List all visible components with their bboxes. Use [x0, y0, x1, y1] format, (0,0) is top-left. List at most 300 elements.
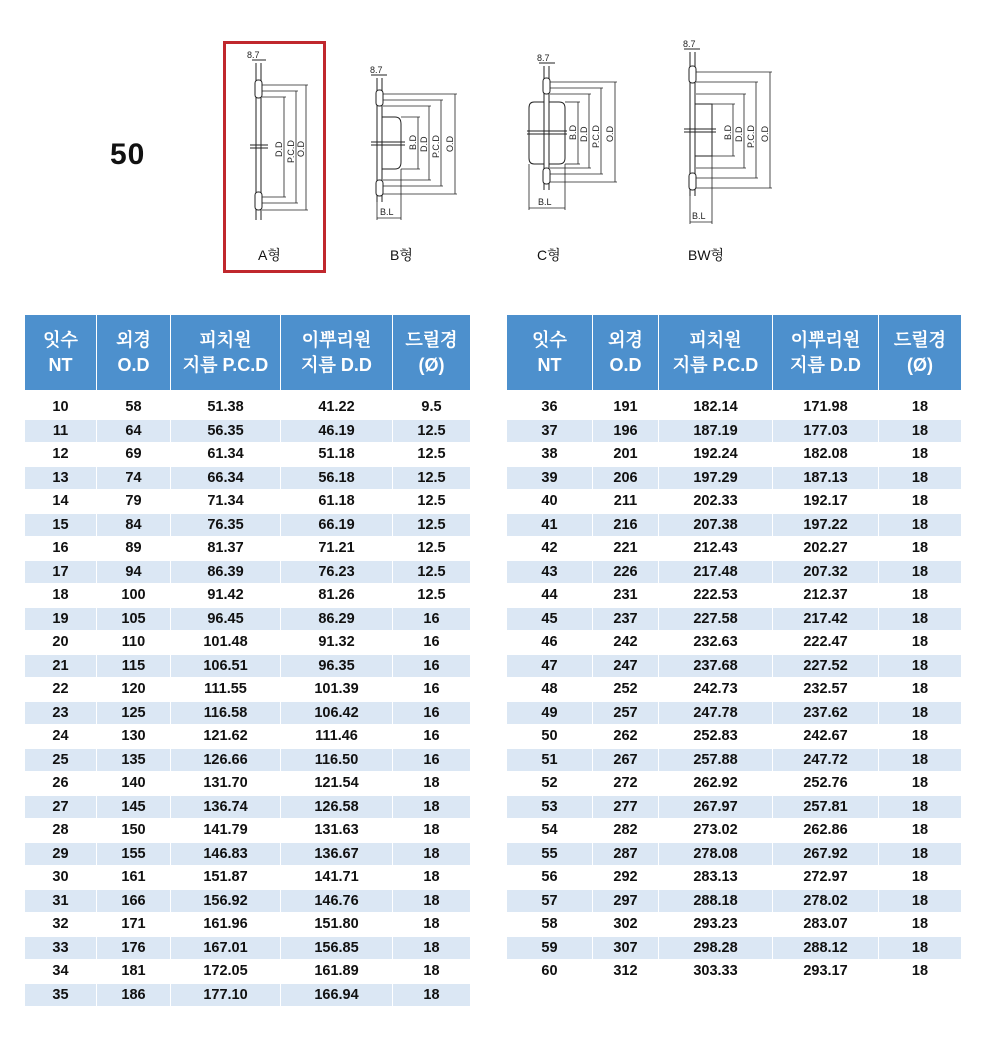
- type-bw-drawing: [680, 36, 785, 231]
- cell-nt: 25: [25, 748, 97, 772]
- cell-nt: 59: [507, 936, 593, 960]
- cell-nt: 56: [507, 866, 593, 890]
- table-row: [507, 419, 962, 443]
- type-c-dd-label: D.D: [579, 126, 589, 142]
- cell-od: 287: [593, 842, 659, 866]
- cell-nt: 14: [25, 490, 97, 514]
- cell-drill: 12.5: [393, 584, 471, 608]
- table-row: [25, 819, 471, 843]
- table-row: [25, 678, 471, 702]
- cell-dd: 86.29: [281, 607, 393, 631]
- cell-pcd: 202.33: [659, 490, 773, 514]
- table-row: [25, 842, 471, 866]
- type-b-dd-label: D.D: [419, 136, 429, 152]
- cell-nt: 22: [25, 678, 97, 702]
- cell-nt: 28: [25, 819, 97, 843]
- table-row: [25, 443, 471, 467]
- table-row: [507, 560, 962, 584]
- cell-nt: 34: [25, 960, 97, 984]
- cell-od: 181: [97, 960, 171, 984]
- cell-od: 100: [97, 584, 171, 608]
- header-drill: 드릴경 (Ø): [393, 315, 471, 391]
- cell-od: 307: [593, 936, 659, 960]
- cell-nt: 17: [25, 560, 97, 584]
- cell-nt: 57: [507, 889, 593, 913]
- cell-od: 201: [593, 443, 659, 467]
- cell-nt: 48: [507, 678, 593, 702]
- cell-od: 105: [97, 607, 171, 631]
- cell-nt: 27: [25, 795, 97, 819]
- type-bw-bd-label: B.D: [723, 124, 733, 140]
- cell-nt: 58: [507, 913, 593, 937]
- cell-nt: 31: [25, 889, 97, 913]
- cell-nt: 52: [507, 772, 593, 796]
- cell-dd: 146.76: [281, 889, 393, 913]
- sprocket-type-diagrams: [0, 0, 998, 300]
- cell-drill: 16: [393, 654, 471, 678]
- cell-pcd: 131.70: [171, 772, 281, 796]
- type-b-diagram: [365, 62, 470, 272]
- cell-nt: 32: [25, 913, 97, 937]
- cell-od: 282: [593, 819, 659, 843]
- cell-od: 110: [97, 631, 171, 655]
- header-dd: 이뿌리원 지름 D.D: [773, 315, 879, 391]
- cell-dd: 131.63: [281, 819, 393, 843]
- table-row: [25, 889, 471, 913]
- table-row: [25, 866, 471, 890]
- cell-dd: 151.80: [281, 913, 393, 937]
- cell-od: 302: [593, 913, 659, 937]
- table-row: [507, 842, 962, 866]
- cell-od: 145: [97, 795, 171, 819]
- cell-pcd: 111.55: [171, 678, 281, 702]
- table-row: [25, 513, 471, 537]
- cell-dd: 237.62: [773, 701, 879, 725]
- cell-od: 171: [97, 913, 171, 937]
- cell-dd: 156.85: [281, 936, 393, 960]
- table-row: [507, 584, 962, 608]
- cell-dd: 96.35: [281, 654, 393, 678]
- cell-od: 115: [97, 654, 171, 678]
- cell-dd: 227.52: [773, 654, 879, 678]
- type-bw-pcd-label: P.C.D: [746, 125, 756, 148]
- table-row: [507, 678, 962, 702]
- cell-drill: 18: [879, 537, 962, 561]
- cell-dd: 293.17: [773, 960, 879, 984]
- cell-od: 206: [593, 466, 659, 490]
- type-b-bd-label: B.D: [408, 134, 418, 150]
- table-row: [507, 748, 962, 772]
- cell-od: 211: [593, 490, 659, 514]
- cell-od: 242: [593, 631, 659, 655]
- table-row: [25, 631, 471, 655]
- cell-nt: 45: [507, 607, 593, 631]
- type-c-bl-label: B.L: [538, 197, 552, 207]
- cell-nt: 47: [507, 654, 593, 678]
- table-row: [507, 772, 962, 796]
- cell-drill: 12.5: [393, 560, 471, 584]
- cell-nt: 18: [25, 584, 97, 608]
- cell-drill: 18: [879, 772, 962, 796]
- header-pcd: 피치원 지름 P.C.D: [659, 315, 773, 391]
- cell-nt: 11: [25, 419, 97, 443]
- cell-pcd: 116.58: [171, 701, 281, 725]
- table-row: [25, 983, 471, 1007]
- table-row: [507, 889, 962, 913]
- cell-od: 257: [593, 701, 659, 725]
- table-row: [507, 819, 962, 843]
- cell-dd: 272.97: [773, 866, 879, 890]
- cell-drill: 18: [393, 889, 471, 913]
- header-nt: 잇수 NT: [507, 315, 593, 391]
- table-row: [25, 607, 471, 631]
- cell-nt: 54: [507, 819, 593, 843]
- cell-dd: 101.39: [281, 678, 393, 702]
- cell-pcd: 197.29: [659, 466, 773, 490]
- cell-od: 94: [97, 560, 171, 584]
- cell-drill: 18: [879, 701, 962, 725]
- cell-pcd: 66.34: [171, 466, 281, 490]
- cell-dd: 166.94: [281, 983, 393, 1007]
- header-dd: 이뿌리원 지름 D.D: [281, 315, 393, 391]
- cell-pcd: 76.35: [171, 513, 281, 537]
- cell-drill: 12.5: [393, 466, 471, 490]
- cell-pcd: 126.66: [171, 748, 281, 772]
- cell-pcd: 262.92: [659, 772, 773, 796]
- cell-nt: 10: [25, 396, 97, 420]
- cell-drill: 18: [879, 396, 962, 420]
- cell-pcd: 156.92: [171, 889, 281, 913]
- cell-drill: 18: [879, 466, 962, 490]
- cell-drill: 18: [393, 983, 471, 1007]
- table-row: [507, 701, 962, 725]
- cell-nt: 38: [507, 443, 593, 467]
- type-a-caption: A형: [258, 247, 281, 263]
- cell-od: 84: [97, 513, 171, 537]
- cell-pcd: 252.83: [659, 725, 773, 749]
- cell-pcd: 267.97: [659, 795, 773, 819]
- cell-dd: 126.58: [281, 795, 393, 819]
- cell-nt: 29: [25, 842, 97, 866]
- cell-dd: 202.27: [773, 537, 879, 561]
- spec-table-left: [24, 314, 471, 1007]
- cell-nt: 19: [25, 607, 97, 631]
- cell-nt: 30: [25, 866, 97, 890]
- cell-dd: 207.32: [773, 560, 879, 584]
- cell-nt: 33: [25, 936, 97, 960]
- cell-od: 221: [593, 537, 659, 561]
- type-c-top-dim: 8.7: [537, 53, 550, 63]
- cell-pcd: 242.73: [659, 678, 773, 702]
- type-b-caption: B형: [390, 247, 413, 263]
- cell-dd: 283.07: [773, 913, 879, 937]
- cell-drill: 18: [393, 913, 471, 937]
- cell-nt: 15: [25, 513, 97, 537]
- cell-drill: 18: [879, 607, 962, 631]
- cell-od: 292: [593, 866, 659, 890]
- cell-pcd: 212.43: [659, 537, 773, 561]
- type-bw-bl-label: B.L: [692, 211, 706, 221]
- table-row: [507, 936, 962, 960]
- cell-drill: 18: [879, 654, 962, 678]
- cell-nt: 51: [507, 748, 593, 772]
- type-c-pcd-label: P.C.D: [591, 125, 601, 148]
- cell-dd: 242.67: [773, 725, 879, 749]
- type-b-drawing: [365, 62, 470, 227]
- cell-pcd: 141.79: [171, 819, 281, 843]
- cell-dd: 161.89: [281, 960, 393, 984]
- table-row: [507, 466, 962, 490]
- header-od: 외경 O.D: [593, 315, 659, 391]
- cell-dd: 257.81: [773, 795, 879, 819]
- cell-drill: 12.5: [393, 443, 471, 467]
- cell-od: 150: [97, 819, 171, 843]
- cell-od: 64: [97, 419, 171, 443]
- cell-drill: 18: [879, 866, 962, 890]
- cell-od: 277: [593, 795, 659, 819]
- table-row: [507, 537, 962, 561]
- cell-nt: 36: [507, 396, 593, 420]
- cell-pcd: 167.01: [171, 936, 281, 960]
- type-a-dd-label: D.D: [274, 141, 284, 157]
- table-row: [25, 772, 471, 796]
- cell-pcd: 293.23: [659, 913, 773, 937]
- cell-od: 272: [593, 772, 659, 796]
- cell-pcd: 217.48: [659, 560, 773, 584]
- cell-pcd: 151.87: [171, 866, 281, 890]
- cell-od: 247: [593, 654, 659, 678]
- cell-nt: 46: [507, 631, 593, 655]
- cell-nt: 49: [507, 701, 593, 725]
- cell-pcd: 227.58: [659, 607, 773, 631]
- cell-drill: 18: [879, 913, 962, 937]
- cell-drill: 18: [879, 960, 962, 984]
- cell-drill: 12.5: [393, 513, 471, 537]
- cell-od: 231: [593, 584, 659, 608]
- table-row: [25, 654, 471, 678]
- table-row: [507, 725, 962, 749]
- cell-dd: 46.19: [281, 419, 393, 443]
- cell-drill: 12.5: [393, 490, 471, 514]
- cell-dd: 116.50: [281, 748, 393, 772]
- cell-od: 120: [97, 678, 171, 702]
- cell-pcd: 298.28: [659, 936, 773, 960]
- cell-nt: 43: [507, 560, 593, 584]
- header-od: 외경 O.D: [97, 315, 171, 391]
- cell-pcd: 106.51: [171, 654, 281, 678]
- cell-drill: 18: [879, 795, 962, 819]
- cell-drill: 18: [393, 772, 471, 796]
- cell-drill: 18: [393, 819, 471, 843]
- type-c-diagram: [525, 50, 630, 272]
- cell-pcd: 101.48: [171, 631, 281, 655]
- header-pcd: 피치원 지름 P.C.D: [171, 315, 281, 391]
- cell-pcd: 51.38: [171, 396, 281, 420]
- cell-pcd: 146.83: [171, 842, 281, 866]
- table-row: [507, 396, 962, 420]
- cell-nt: 39: [507, 466, 593, 490]
- cell-drill: 18: [879, 936, 962, 960]
- cell-dd: 121.54: [281, 772, 393, 796]
- spec-table-right: [506, 314, 962, 984]
- cell-nt: 23: [25, 701, 97, 725]
- cell-drill: 12.5: [393, 537, 471, 561]
- cell-od: 216: [593, 513, 659, 537]
- table-row: [25, 913, 471, 937]
- cell-nt: 50: [507, 725, 593, 749]
- cell-pcd: 86.39: [171, 560, 281, 584]
- cell-pcd: 278.08: [659, 842, 773, 866]
- cell-drill: 16: [393, 748, 471, 772]
- cell-dd: 262.86: [773, 819, 879, 843]
- cell-pcd: 56.35: [171, 419, 281, 443]
- cell-drill: 18: [393, 936, 471, 960]
- table-row: [507, 913, 962, 937]
- cell-drill: 18: [393, 866, 471, 890]
- cell-pcd: 192.24: [659, 443, 773, 467]
- cell-od: 196: [593, 419, 659, 443]
- cell-nt: 40: [507, 490, 593, 514]
- table-row: [25, 396, 471, 420]
- cell-drill: 18: [879, 842, 962, 866]
- type-b-od-label: O.D: [445, 135, 455, 152]
- cell-drill: 18: [879, 443, 962, 467]
- cell-pcd: 222.53: [659, 584, 773, 608]
- cell-dd: 217.42: [773, 607, 879, 631]
- cell-drill: 16: [393, 725, 471, 749]
- cell-dd: 66.19: [281, 513, 393, 537]
- table-row: [25, 795, 471, 819]
- cell-od: 135: [97, 748, 171, 772]
- cell-od: 161: [97, 866, 171, 890]
- type-b-pcd-label: P.C.D: [431, 135, 441, 158]
- cell-dd: 141.71: [281, 866, 393, 890]
- cell-pcd: 71.34: [171, 490, 281, 514]
- cell-nt: 24: [25, 725, 97, 749]
- cell-nt: 16: [25, 537, 97, 561]
- cell-dd: 51.18: [281, 443, 393, 467]
- cell-pcd: 91.42: [171, 584, 281, 608]
- type-bw-od-label: O.D: [760, 125, 770, 142]
- cell-od: 262: [593, 725, 659, 749]
- table-header-row: [25, 315, 471, 391]
- cell-pcd: 187.19: [659, 419, 773, 443]
- type-bw-dd-label: D.D: [734, 126, 744, 142]
- header-drill: 드릴경 (Ø): [879, 315, 962, 391]
- cell-dd: 197.22: [773, 513, 879, 537]
- cell-dd: 232.57: [773, 678, 879, 702]
- cell-pcd: 232.63: [659, 631, 773, 655]
- table-row: [25, 419, 471, 443]
- cell-od: 58: [97, 396, 171, 420]
- cell-drill: 18: [879, 678, 962, 702]
- table-row: [25, 725, 471, 749]
- type-a-top-dim: 8.7: [247, 50, 260, 60]
- cell-dd: 187.13: [773, 466, 879, 490]
- cell-drill: 16: [393, 701, 471, 725]
- cell-nt: 26: [25, 772, 97, 796]
- cell-od: 297: [593, 889, 659, 913]
- table-row: [25, 701, 471, 725]
- cell-drill: 18: [879, 490, 962, 514]
- cell-nt: 42: [507, 537, 593, 561]
- type-b-bl-label: B.L: [380, 207, 394, 217]
- type-bw-diagram: [680, 36, 785, 272]
- cell-dd: 91.32: [281, 631, 393, 655]
- cell-drill: 16: [393, 607, 471, 631]
- cell-od: 166: [97, 889, 171, 913]
- cell-nt: 12: [25, 443, 97, 467]
- table-row: [25, 537, 471, 561]
- cell-dd: 267.92: [773, 842, 879, 866]
- cell-od: 89: [97, 537, 171, 561]
- cell-dd: 222.47: [773, 631, 879, 655]
- table-row: [507, 795, 962, 819]
- cell-dd: 61.18: [281, 490, 393, 514]
- cell-od: 140: [97, 772, 171, 796]
- type-bw-caption: BW형: [688, 247, 725, 263]
- cell-dd: 56.18: [281, 466, 393, 490]
- cell-dd: 252.76: [773, 772, 879, 796]
- cell-pcd: 61.34: [171, 443, 281, 467]
- cell-pcd: 303.33: [659, 960, 773, 984]
- cell-drill: 18: [879, 584, 962, 608]
- type-c-bd-label: B.D: [568, 124, 578, 140]
- table-row: [25, 936, 471, 960]
- cell-nt: 44: [507, 584, 593, 608]
- cell-drill: 18: [393, 842, 471, 866]
- cell-od: 130: [97, 725, 171, 749]
- cell-drill: 16: [393, 678, 471, 702]
- cell-pcd: 273.02: [659, 819, 773, 843]
- cell-dd: 288.12: [773, 936, 879, 960]
- cell-drill: 18: [393, 960, 471, 984]
- cell-drill: 18: [879, 889, 962, 913]
- cell-dd: 171.98: [773, 396, 879, 420]
- cell-od: 125: [97, 701, 171, 725]
- cell-od: 237: [593, 607, 659, 631]
- table-header-row: [507, 315, 962, 391]
- type-b-top-dim: 8.7: [370, 65, 383, 75]
- cell-od: 252: [593, 678, 659, 702]
- table-row: [25, 560, 471, 584]
- cell-pcd: 288.18: [659, 889, 773, 913]
- cell-dd: 177.03: [773, 419, 879, 443]
- cell-od: 74: [97, 466, 171, 490]
- cell-nt: 13: [25, 466, 97, 490]
- cell-pcd: 247.78: [659, 701, 773, 725]
- cell-pcd: 96.45: [171, 607, 281, 631]
- cell-pcd: 121.62: [171, 725, 281, 749]
- cell-pcd: 172.05: [171, 960, 281, 984]
- cell-dd: 136.67: [281, 842, 393, 866]
- cell-pcd: 136.74: [171, 795, 281, 819]
- cell-pcd: 81.37: [171, 537, 281, 561]
- cell-drill: 12.5: [393, 419, 471, 443]
- cell-dd: 106.42: [281, 701, 393, 725]
- cell-od: 191: [593, 396, 659, 420]
- cell-pcd: 182.14: [659, 396, 773, 420]
- cell-drill: 18: [879, 419, 962, 443]
- cell-pcd: 237.68: [659, 654, 773, 678]
- type-a-od-label: O.D: [296, 140, 306, 157]
- table-row: [507, 631, 962, 655]
- type-c-drawing: [525, 50, 630, 225]
- cell-pcd: 207.38: [659, 513, 773, 537]
- cell-nt: 21: [25, 654, 97, 678]
- cell-drill: 16: [393, 631, 471, 655]
- cell-dd: 81.26: [281, 584, 393, 608]
